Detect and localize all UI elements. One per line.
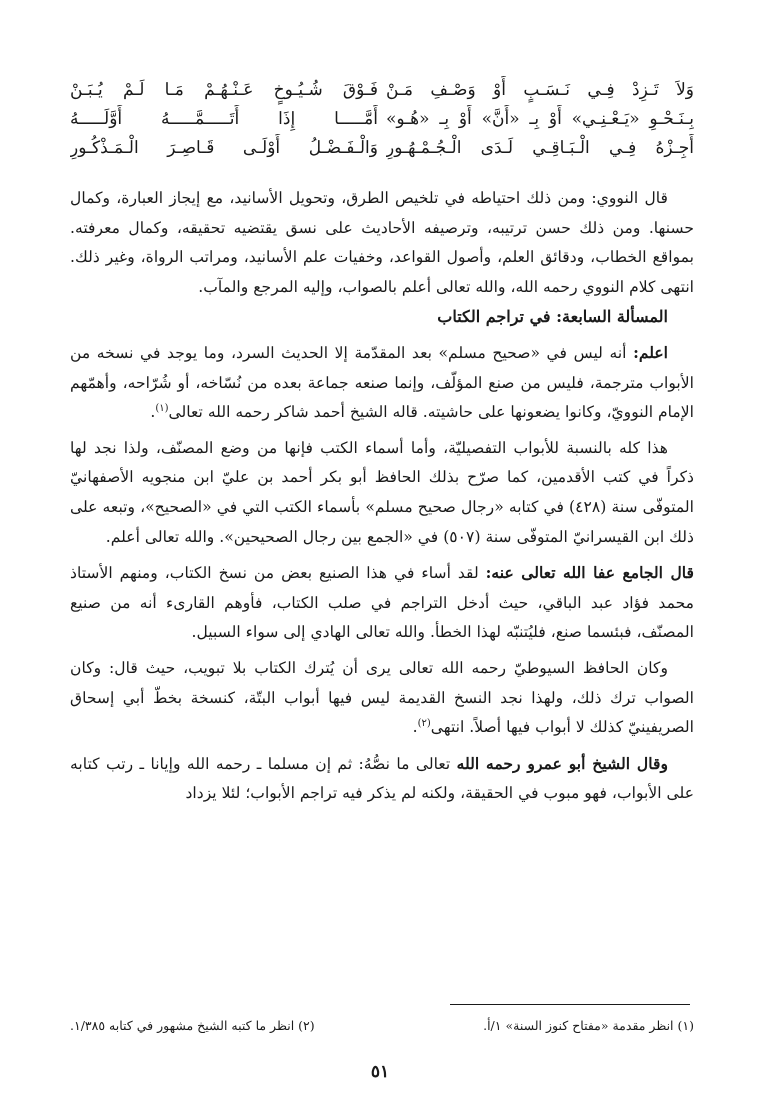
verse-line	[70, 134, 694, 163]
paragraph-text: وكان الحافظ السيوطيّ رحمه الله تعالى يرى أن يُترك الكتاب بلا تبويب، حيث قال: وكان الصواب ترك ذلك، ولهذا نجد النسخ القديمة ليس فيها أبواب البتّة، كنسخة بخطّ أبي إسحاق الصريفينيّ كذلك لا أبواب فيها أصلاً. انتهى	[70, 658, 694, 737]
paragraph-suyuti: وكان الحافظ السيوطيّ رحمه الله تعالى يرى أن يُترك الكتاب بلا تبويب، حيث قال: وكان الصواب ترك ذلك، ولهذا نجد النسخ القديمة ليس فيها أبواب البتّة، كنسخة بخطّ أبي إسحاق الصريفينيّ كذلك لا أبواب فيها أصلاً. انتهى$^{(٢)}$.	[70, 658, 694, 737]
paragraph-compiler-note	[70, 558, 694, 648]
lead-word: اعلم:	[633, 342, 668, 362]
section-heading: المسألة السابعة: في تراجم الكتاب	[437, 307, 668, 327]
verse-first-hemistich: بِـنَـحْـوِ «يَـعْـنِـي» أَوْ بِـ «أَنَّ» أَوْ بِـ «هُـو»	[386, 109, 694, 129]
footnote-2: (٢) انظر ما كتبه الشيخ مشهور في كتابه ١/٣٨٥.	[70, 1018, 315, 1033]
verse-line	[70, 76, 694, 105]
paragraph-text: تعالى ما نصُّهُ: ثم إن مسلما ـ رحمه الله وإيانا ـ رتب كتابه على الأبواب، فهو مبوب في الحقيقة، ولكنه لم يذكر فيه تراجم الأبواب؛ لئلا يزداد	[70, 754, 694, 803]
page-body	[70, 184, 694, 809]
paragraph-book-names: هذا كله بالنسبة للأبواب التفصيليّة، وأما أسماء الكتب فإنها من وضع المصنّف، ولذا نجد لها ذكراً في كتب الأقدمين، كما صرّح بذلك الحافظ أبو بكر أحمد بن عليّ ابن منجويه الأصفهانيّ المتوفّى سنة (٤٢٨) في كتابه «رجال صحيح مسلم» بأسماء الكتب التي في «الصحيح»، وتبعه على ذلك ابن القيسرانيّ المتوفّى سنة (٥٠٧) في «الجمع بين رجال الصحيحين». والله تعالى أعلم.	[70, 438, 694, 546]
paragraph-nawawi-quote: قال النووي: ومن ذلك احتياطه في تلخيص الطرق، وتحويل الأسانيد، مع إيجاز العبارة، وكمال حسنها. ومن ذلك حسن ترتيبه، وترصيفه الأحاديث على نسق يقتضيه تحقيقه، وكمال معرفته. بمواقع الخطاب، ودقائق العلم، وأصول القواعد، وخفيات علم الأسانيد، ومراتب الرواة، وغير ذلك. انتهى كلام النووي رحمه الله، والله تعالى أعلم بالصواب، وإليه المرجع والمآب.	[70, 189, 694, 296]
footnotes	[70, 1018, 694, 1033]
paragraph-abu-amr	[70, 749, 694, 809]
page-number: ٥١	[370, 1062, 390, 1082]
paragraph-know: اعلم: أنه ليس في «صحيح مسلم» بعد المقدّمة إلا الحديث السرد، وما يوجد في نسخه من الأبواب مترجمة، فليس من صنع المؤلّف، وإنما صنعه جماعة بعده من نُسّاخه، أو شُرّاحه، وأهمّهم الإمام النوويّ، وكانوا يضعونها على حاشيته. قاله الشيخ أحمد شاكر رحمه الله تعالى$^{(١)}$.	[70, 342, 694, 422]
paragraph-text: لقد أساء في هذا الصنيع بعض من نسخ الكتاب، ومنهم الأستاذ محمد فؤاد عبد الباقي، حيث أدخل التراجم في صلب الكتاب، فأوهم القارىء أنه من صنيع المصنّف، فبئسما صنع، فليُتنبّه لهذا الخطأ. والله تعالى الهادي إلى سواء السبيل.	[70, 564, 694, 642]
footnote-ref-1: (١)	[155, 402, 169, 414]
poem-verses	[70, 76, 694, 163]
verse-first-hemistich: أَجِـزْهُ فِـي الْـبَـاقِـي لَـدَى الْـجُـمْـهُـورِ	[386, 138, 694, 158]
verse-first-hemistich: وَلاَ تَـزِدْ فِـي نَـسَـبٍ أَوْ وَصْـفِ مَـنْ	[386, 80, 694, 100]
verse-second-hemistich: فَـوْقَ شُـيُـوخٍ عَـنْـهُـمْ مَـا لَـمْ يُـبَـنْ	[70, 80, 378, 100]
lead-phrase: وقال الشيخ أبو عمرو رحمه الله	[456, 753, 668, 773]
footnote-divider	[450, 1004, 690, 1005]
footnote-ref-2: (٢)	[417, 717, 431, 729]
lead-phrase: قال الجامع عفا الله تعالى عنه:	[485, 563, 694, 583]
footnote-1: (١) انظر مقدمة «مفتاح كنوز السنة» ١/أ.	[483, 1018, 694, 1033]
paragraph-text: أنه ليس في «صحيح مسلم» بعد المقدّمة إلا الحديث السرد، وما يوجد في نسخه من الأبواب مترجمة، فليس من صنع المؤلّف، وإنما صنعه جماعة بعده من نُسّاخه، أو شُرّاحه، وأهمّهم الإمام النوويّ، وكانوا يضعونها على حاشيته. قاله الشيخ أحمد شاكر رحمه الله تعالى	[70, 343, 694, 422]
verse-line	[70, 105, 694, 134]
verse-second-hemistich: وَالْـفَـضْـلُ أَوْلَـى قَـاصِـرَ الْـمَـذْكُـورِ	[70, 138, 378, 158]
verse-second-hemistich: أَمَّـــــا إِذَا أَتَـــــمَّـــــهُ أَوَّلَـــــهُ	[70, 109, 378, 129]
